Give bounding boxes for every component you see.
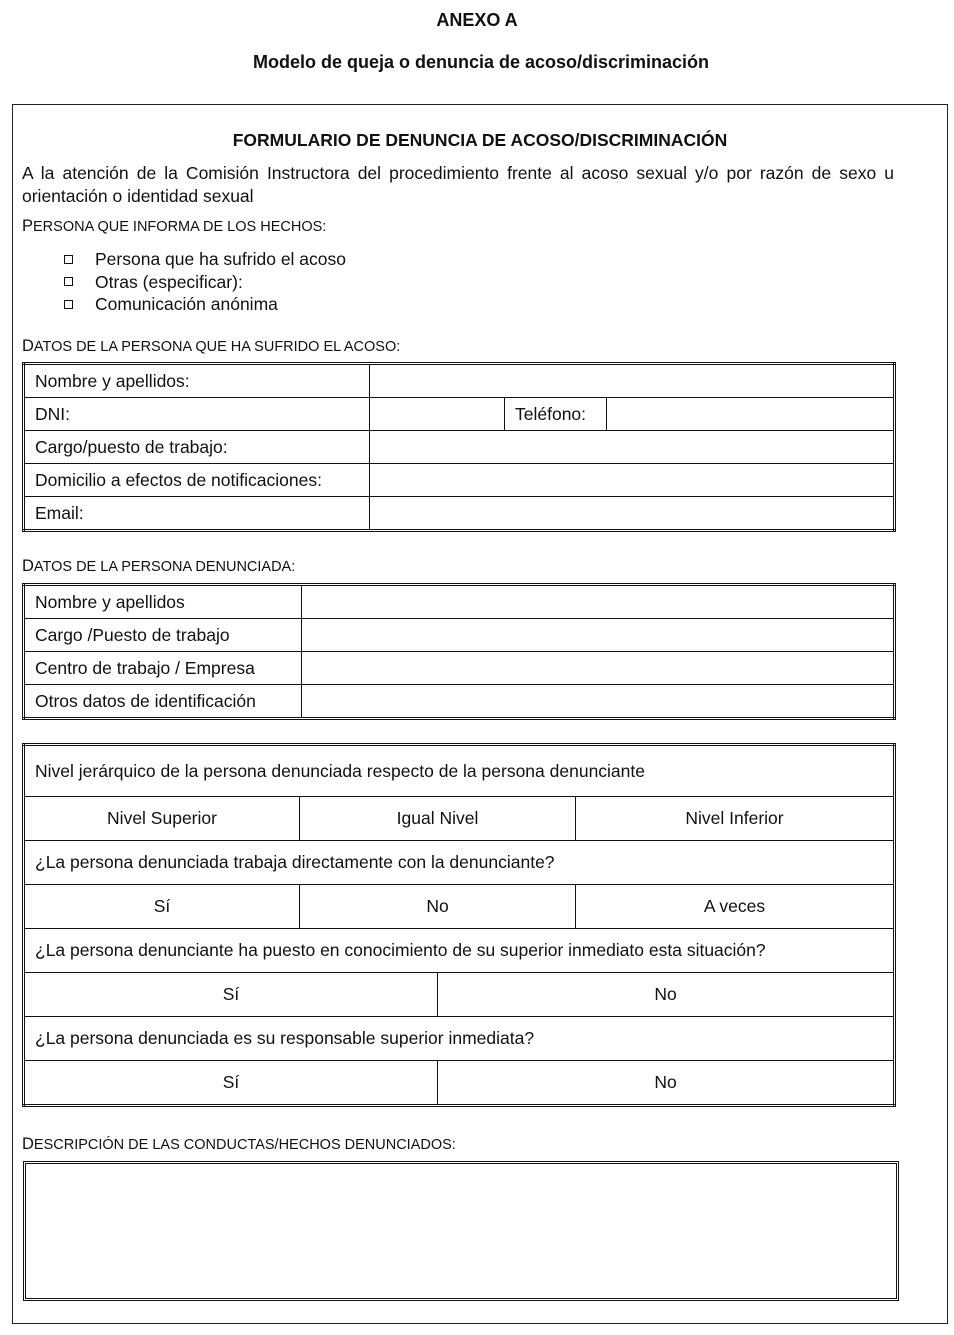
accused-section-heading: DATOS DE LA PERSONA DENUNCIADA: [22, 557, 296, 575]
table-row [24, 841, 895, 885]
description-section-heading: DESCRIPCIÓN DE LAS CONDUCTAS/HECHOS DENUNCIADOS: [22, 1135, 456, 1153]
option-q4-no[interactable]: No [438, 1061, 895, 1106]
victim-dni-label: DNI: [24, 398, 370, 431]
table-row [24, 885, 895, 929]
victim-job-field[interactable] [370, 431, 895, 464]
option-q2-no[interactable]: No [300, 885, 576, 929]
option-igual-nivel[interactable]: Igual Nivel [300, 797, 576, 841]
table-row [24, 929, 895, 973]
table-row [24, 973, 895, 1017]
table-row [24, 1017, 895, 1061]
victim-phone-label: Teléfono: [505, 398, 607, 431]
reporter-section-heading: PERSONA QUE INFORMA DE LOS HECHOS: [22, 217, 327, 235]
table-row [24, 685, 895, 719]
accused-job-field[interactable] [302, 619, 895, 652]
accused-name-field[interactable] [302, 585, 895, 619]
checkbox-icon[interactable] [64, 300, 73, 309]
checkbox-icon[interactable] [64, 255, 73, 264]
victim-address-label: Domicilio a efectos de notificaciones: [24, 464, 370, 497]
option-others[interactable]: Otras (especificar): [64, 271, 346, 294]
table-row [24, 431, 895, 464]
table-row [24, 619, 895, 652]
accused-other-label: Otros datos de identificación [24, 685, 302, 719]
table-row [24, 497, 895, 531]
table-row [24, 585, 895, 619]
table-row [24, 364, 895, 398]
victim-phone-field[interactable] [607, 398, 895, 431]
option-victim[interactable]: Persona que ha sufrido el acoso [64, 248, 346, 271]
victim-email-label: Email: [24, 497, 370, 531]
table-row [24, 464, 895, 497]
victim-job-label: Cargo/puesto de trabajo: [24, 431, 370, 464]
option-q3-no[interactable]: No [438, 973, 895, 1017]
accused-workplace-field[interactable] [302, 652, 895, 685]
form-title: FORMULARIO DE DENUNCIA DE ACOSO/DISCRIMINACIÓN [232, 130, 728, 150]
option-q2-a-veces[interactable]: A veces [576, 885, 895, 929]
accused-other-field[interactable] [302, 685, 895, 719]
table-row [24, 797, 895, 841]
victim-dni-field[interactable] [370, 398, 505, 431]
victim-name-field[interactable] [370, 364, 895, 398]
question-is-superior: ¿La persona denunciada es su responsable superior inmediata? [24, 1017, 895, 1061]
questions-table [22, 743, 896, 1107]
victim-email-field[interactable] [370, 497, 895, 531]
checkbox-icon[interactable] [64, 277, 73, 286]
victim-address-field[interactable] [370, 464, 895, 497]
description-textarea[interactable] [23, 1161, 899, 1301]
table-row [24, 652, 895, 685]
accused-data-table [22, 583, 896, 720]
option-q2-si[interactable]: Sí [24, 885, 300, 929]
question-hierarchy: Nivel jerárquico de la persona denunciada respecto de la persona denunciante [24, 745, 895, 797]
accused-workplace-label: Centro de trabajo / Empresa [24, 652, 302, 685]
victim-data-table [22, 362, 896, 532]
question-works-directly: ¿La persona denunciada trabaja directamente con la denunciante? [24, 841, 895, 885]
form-intro: A la atención de la Comisión Instructora del procedimiento frente al acoso sexual y/o por razón de sexo u orientación o identidad sexual [22, 163, 894, 206]
question-informed-superior: ¿La persona denunciante ha puesto en conocimiento de su superior inmediato esta situación? [24, 929, 895, 973]
option-nivel-superior[interactable]: Nivel Superior [24, 797, 300, 841]
document-subtitle: Modelo de queja o denuncia de acoso/discriminación [252, 52, 710, 72]
table-row [24, 745, 895, 797]
option-q4-si[interactable]: Sí [24, 1061, 438, 1106]
victim-section-heading: DATOS DE LA PERSONA QUE HA SUFRIDO EL ACOSO: [22, 337, 401, 355]
reporter-options [64, 248, 346, 316]
table-row [24, 1061, 895, 1106]
option-anonymous[interactable]: Comunicación anónima [64, 293, 346, 316]
option-q3-si[interactable]: Sí [24, 973, 438, 1017]
accused-job-label: Cargo /Puesto de trabajo [24, 619, 302, 652]
option-nivel-inferior[interactable]: Nivel Inferior [576, 797, 895, 841]
table-row [24, 398, 895, 431]
accused-name-label: Nombre y apellidos [24, 585, 302, 619]
victim-name-label: Nombre y apellidos: [24, 364, 370, 398]
annex-title: ANEXO A [436, 10, 518, 30]
